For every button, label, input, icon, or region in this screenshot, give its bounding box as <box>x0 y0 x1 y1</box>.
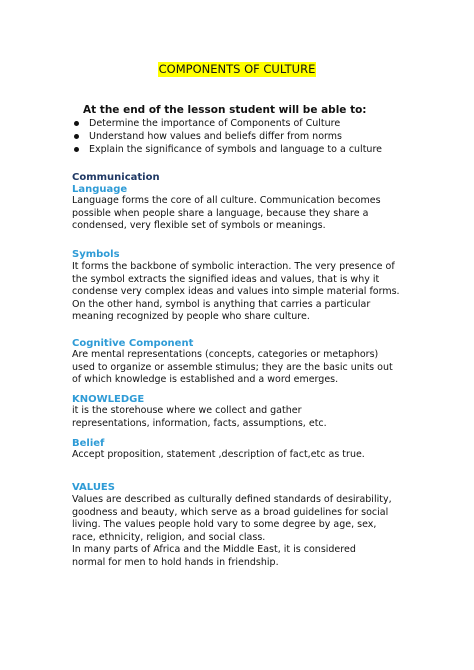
objective-item <box>72 130 382 143</box>
cognitive-paragraph: Are mental representations (concepts, categories or metaphors) used to organize or assemble stimulus; they are the basic units out of which knowledge is established and a word emerges. <box>72 349 393 385</box>
cognitive-heading: Cognitive Component <box>72 338 194 349</box>
knowledge-paragraph: it is the storehouse where we collect and gather representations, information, facts, assumptions, etc. <box>72 405 327 429</box>
objective-item <box>72 143 382 156</box>
values-paragraph: Values are described as culturally defined standards of desirability, goodness and beauty, which serve as a broad guidelines for social living. The values people hold vary to some degree by age, sex, race, ethnicity, religion, and social class. In many parts of Africa and the Middle East, it is considered normal for men to hold hands in friendship. <box>72 494 392 568</box>
title-wrapper <box>0 58 474 77</box>
objective-item <box>72 117 382 130</box>
document-title: COMPONENTS OF CULTURE <box>158 62 316 76</box>
language-paragraph: Language forms the core of all culture. Communication becomes possible when people share a language, because they share a condensed, very flexible set of symbols or meanings. <box>72 195 381 231</box>
objective-text: Determine the importance of Components of Culture <box>89 118 341 129</box>
objective-text: Explain the significance of symbols and language to a culture <box>89 144 382 155</box>
belief-paragraph: Accept proposition, statement ,description of fact,etc as true. <box>72 449 365 460</box>
knowledge-heading: KNOWLEDGE <box>72 394 145 405</box>
bullet-icon <box>74 147 79 152</box>
objective-text: Understand how values and beliefs differ from norms <box>89 131 342 142</box>
objectives-heading: At the end of the lesson student will be able to: <box>83 104 367 116</box>
communication-heading: Communication <box>72 172 160 183</box>
objectives-list <box>72 117 382 156</box>
bullet-icon <box>74 121 79 126</box>
bullet-icon <box>74 134 79 139</box>
values-heading: VALUES <box>72 482 115 493</box>
symbols-paragraph: It forms the backbone of symbolic interaction. The very presence of the symbol extracts the signified ideas and values, that is why it condense very complex ideas and values into simple material forms. On the other hand, symbol is anything that carries a particular meaning recognized by people who share culture. <box>72 261 400 322</box>
symbols-heading: Symbols <box>72 249 120 260</box>
language-heading: Language <box>72 184 128 195</box>
belief-heading: Belief <box>72 438 105 449</box>
